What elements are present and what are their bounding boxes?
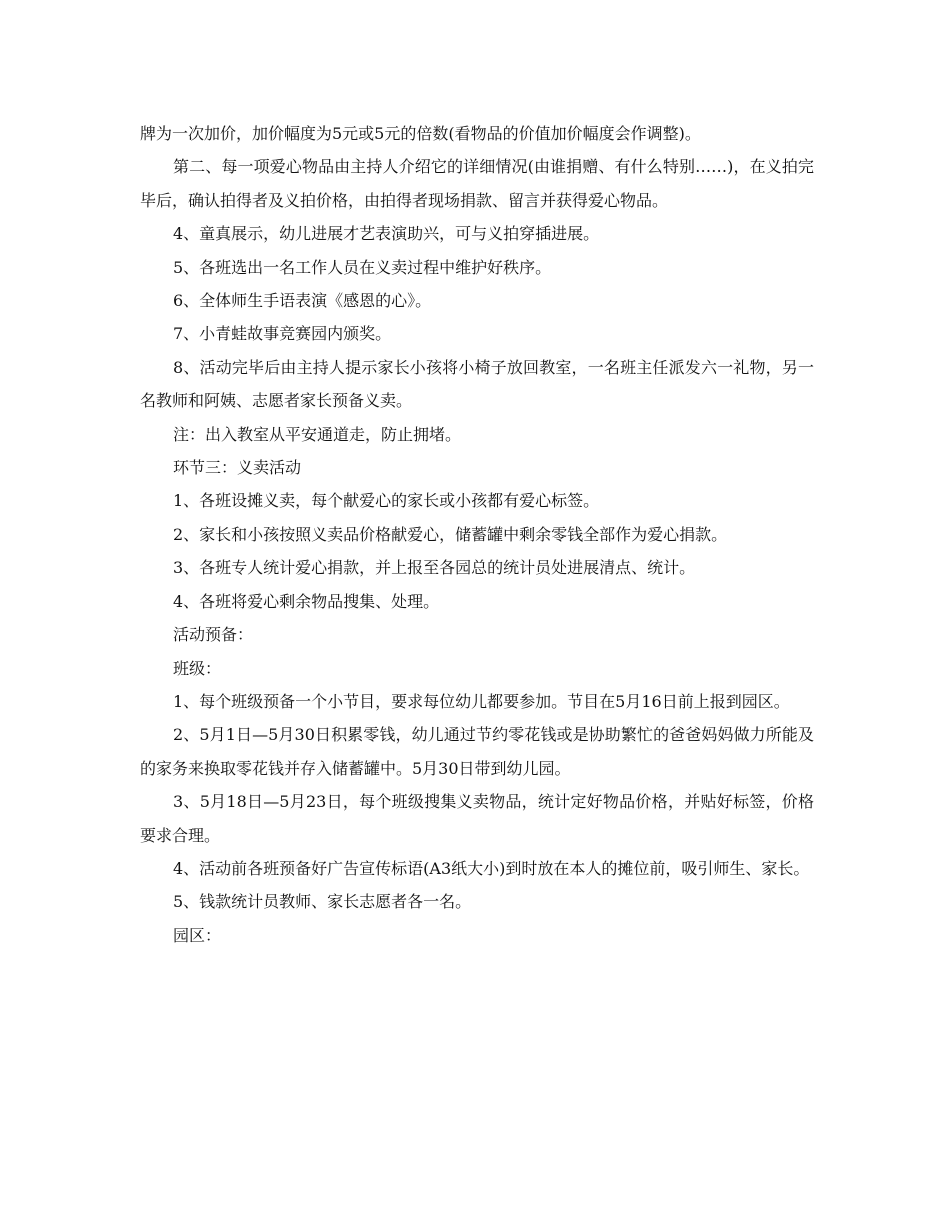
paragraph-advertising: 4、活动前各班预备好广告宣传标语(A3纸大小)到时放在本人的摊位前，吸引师生、家长。 [173, 858, 810, 878]
subheading-campus: 园区： [173, 925, 222, 945]
paragraph-leftover-items: 4、各班将爱心剩余物品搜集、处理。 [173, 591, 440, 611]
paragraph-story-award: 7、小青蛙故事竞赛园内颁奖。 [173, 324, 392, 344]
paragraph-sale-stall: 1、各班设摊义卖，每个献爱心的家长或小孩都有爱心标签。 [173, 491, 600, 511]
paragraph-activity-end: 8、活动完毕后由主持人提示家长小孩将小椅子放回教室，一名班主任派发六一礼物，另一名教师和阿姨、志愿者家长预备义卖。 [140, 357, 814, 411]
paragraph-cash-counters: 5、钱款统计员教师、家长志愿者各一名。 [173, 892, 472, 912]
paragraph-auction-increment: 牌为一次加价，加价幅度为5元或5元的倍数(看物品的价值加价幅度会作调整)。 [140, 124, 701, 143]
paragraph-save-change: 2、5月1日—5月30日积累零钱，幼儿通过节约零花钱或是协助繁忙的爸爸妈妈做力所能及的家务来换取零花钱并存入储蓄罐中。5月30日带到幼儿园。 [140, 725, 814, 778]
paragraph-order-staff: 5、各班选出一名工作人员在义卖过程中维护好秩序。 [173, 257, 552, 277]
subheading-class: 班级： [173, 658, 222, 678]
paragraph-item-introduction: 第二、每一项爱心物品由主持人介绍它的详细情况(由谁捐赠、有什么特别……)，在义拍完毕后，确认拍得者及义拍价格，由拍得者现场捐款、留言并获得爱心物品。 [140, 157, 814, 210]
document-body [140, 117, 814, 952]
paragraph-sign-language: 6、全体师生手语表演《感恩的心》。 [173, 291, 432, 311]
paragraph-talent-show: 4、童真展示，幼儿进展才艺表演助兴，可与义拍穿插进展。 [173, 224, 600, 244]
paragraph-donation: 2、家长和小孩按照义卖品价格献爱心，储蓄罐中剩余零钱全部作为爱心捐款。 [173, 524, 728, 544]
paragraph-statistics: 3、各班专人统计爱心捐款，并上报至各园总的统计员处进展清点、统计。 [173, 558, 696, 578]
section-heading-charity-sale: 环节三：义卖活动 [173, 458, 302, 478]
paragraph-collect-items: 3、5月18日—5月23日，每个班级搜集义卖物品，统计定好物品价格，并贴好标签，价格要求合理。 [140, 792, 814, 845]
paragraph-class-program: 1、每个班级预备一个小节目，要求每位幼儿都要参加。节目在5月16日前上报到园区。 [173, 691, 790, 711]
section-heading-preparation: 活动预备： [173, 625, 254, 645]
paragraph-note: 注：出入教室从平安通道走，防止拥堵。 [173, 424, 462, 444]
